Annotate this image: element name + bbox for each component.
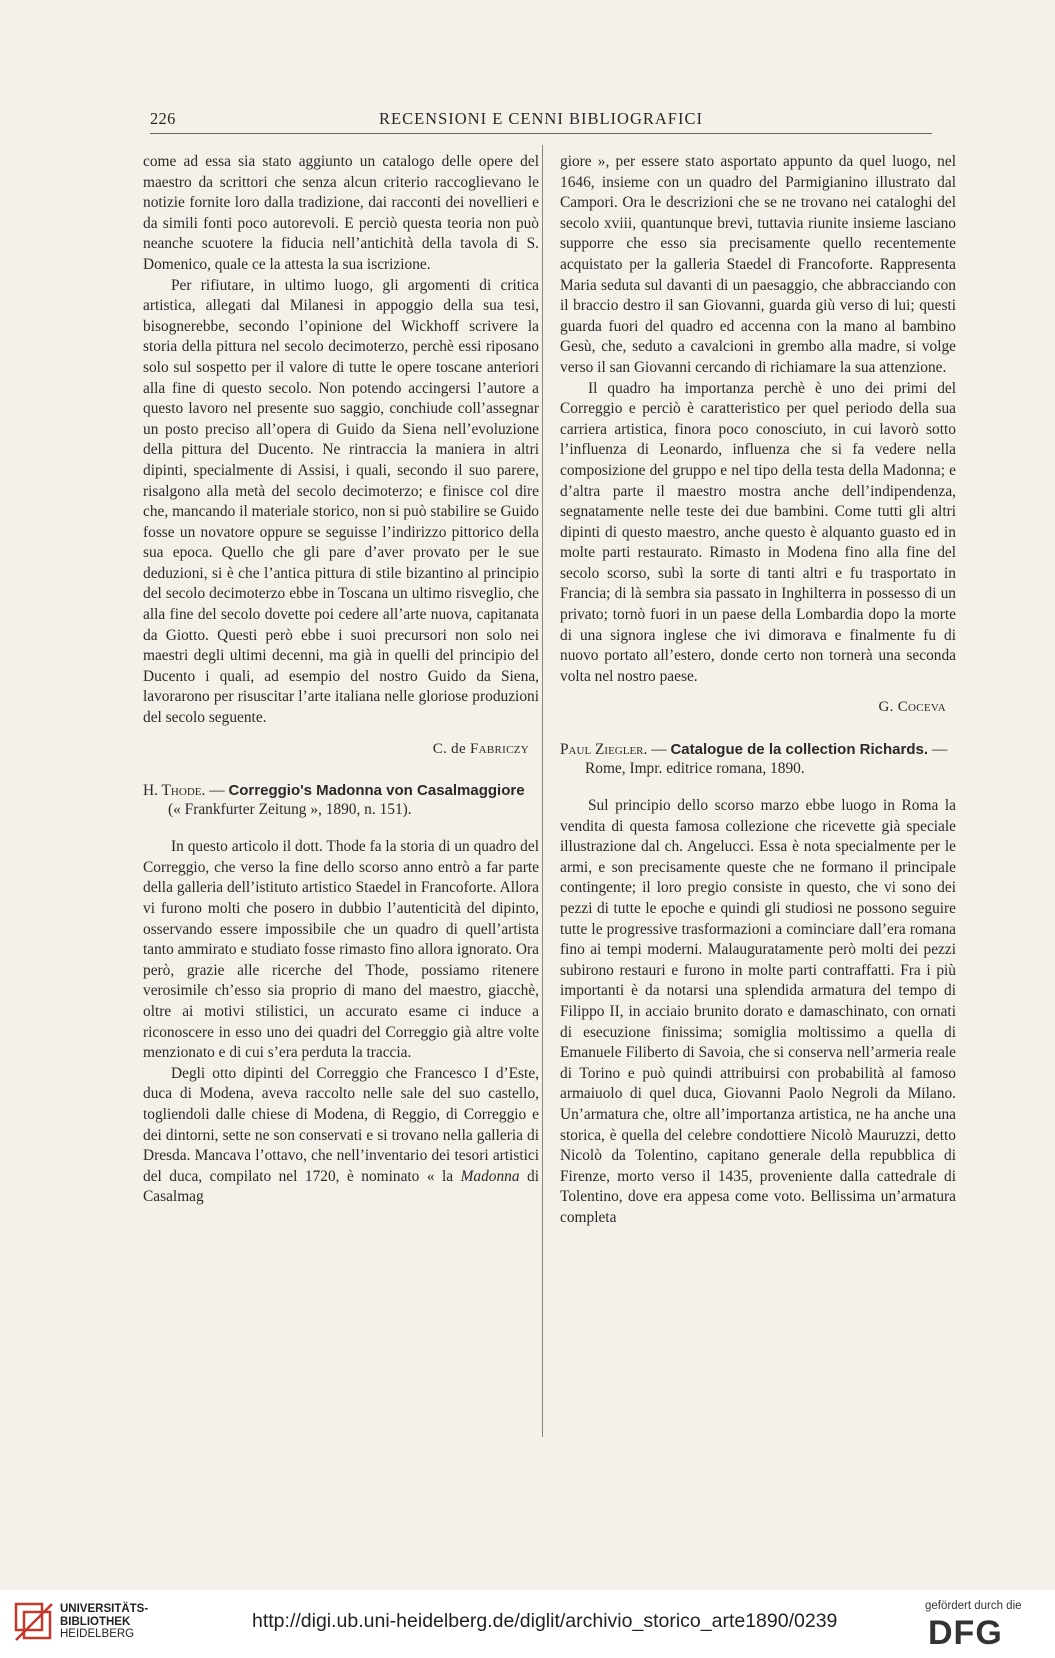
entry-source: (« Frankfurter Zeitung », 1890, n. 151). <box>168 801 412 819</box>
running-header <box>150 109 932 133</box>
entry-source: Rome, Impr. editrice romana, 1890. <box>585 760 805 778</box>
signature-name: Fabriczy <box>469 740 529 757</box>
header-rule <box>150 133 932 134</box>
paragraph-text: di Casalmag <box>143 1167 539 1206</box>
library-name-line: HEIDELBERG <box>60 1628 135 1640</box>
signature-name: Coceva <box>897 699 946 716</box>
entry-author: Paul Ziegler. <box>560 741 648 759</box>
entry-dash: — <box>647 741 671 759</box>
entry-author: H. Thode. <box>143 782 206 800</box>
signature-initial: C. de <box>432 740 470 757</box>
paragraph: Il quadro ha importanza perchè è uno dei primi del Correggio e perciò è caratteristico per quel periodo della sua carriera artistica, finora poco conosciuto, in cui lavorò sotto l’influenza di Leonardo, influenza che si fa vedere nella composizione del gruppo e nel tipo della testa della Madonna; e d’altra parte il maestro mostra anche dell’indipendenza, segnatamente nelle teste dei due bambini. Come tutti gli altri dipinti di questo maestro, anche questo è alquanto guasto ed in molte parti restaurato. Rimasto in Modena fino alla fine del secolo scorso, subì la sorte di tanti altri e fu trasportato in Francia; di là sembra sia passato in Inghilterra in possesso di un privato; tornò fuori in un paese della Lombardia dopo la morte di una signora inglese che ivi dimorava e finalmente fu di nuovo portato all’estero, donde certo non tornerà una seconda volta nel nostro paese. <box>560 379 956 685</box>
entry-dash: — <box>205 782 229 800</box>
permalink-url[interactable]: http://digi.ub.uni-heidelberg.de/diglit/archivio_storico_arte1890/0239 <box>252 1610 838 1632</box>
signature <box>560 697 946 718</box>
funded-by-label: gefördert durch die <box>925 1600 1022 1612</box>
library-name-line: BIBLIOTHEK <box>60 1615 131 1628</box>
column-rule <box>542 145 543 1437</box>
paragraph: In questo articolo il dott. Thode fa la storia di un quadro del Correggio, che verso la fine dello scorso anno entrò a far parte della galleria dell’istituto artistico Staedel in Francoforte. Allora vi furono molti che posero in dubbio l’autenticità del dipinto, osservando essere impossibile che un quadro di quell’artista tanto ammirato e studiato fosse rimasto fino allora ignorato. Ora però, grazie alle ricerche del Thode, possiamo ritenere verosimile ch’esso sia proprio di mano del maestro, giacchè, oltre ai motivi stilistici, un accurato esame ci induce a riconoscere in esso uno dei quadri del Correggio già altre volte menzionato e di cui s’era perduta la traccia. <box>143 838 539 1062</box>
emphasis: Madonna <box>460 1167 520 1185</box>
review-entry-heading <box>143 781 539 819</box>
entry-dash: — <box>928 741 948 759</box>
right-column <box>560 152 956 1229</box>
paragraph <box>143 1064 539 1208</box>
running-title: RECENSIONI E CENNI BIBLIOGRAFICI <box>379 109 703 128</box>
library-logo-icon <box>14 1602 54 1642</box>
page-number: 226 <box>150 109 176 128</box>
paragraph: come ad essa sia stato aggiunto un catalogo delle opere del maestro da scrittori che senza alcun criterio raccoglievano le notizie fornite loro dalla tradizione, dai racconti dei novellieri e da simili fonti poco autorevoli. E perciò questa teoria non può neanche scuotere la fiducia nell’antichità della tavola di S. Domenico, quale ce la attesta la sua iscrizione. <box>143 153 539 273</box>
paragraph: giore », per essere stato asportato appunto da quel luogo, nel 1646, insieme con un quadro del Parmigianino illustrato dal Campori. Ora le descrizioni che se ne trovano nei cataloghi del secolo xviii, quantunque brevi, tuttavia riunite insieme lasciano supporre che esso sia precisamente quello recentemente acquistato per la galleria Staedel di Francoforte. Rappresenta Maria seduta sul davanti di un paesaggio, che abbracciando con il braccio destro il san Giovanni, guarda giù verso di lui; questi guarda fuori del quadro ed accenna con la mano al bambino Gesù, che, seduto a cavalcioni in grembo alla madre, si volge verso il san Giovanni cercando di richiamare la sua attenzione. <box>560 153 956 376</box>
library-name <box>60 1603 148 1641</box>
paragraph: Per rifiutare, in ultimo luogo, gli argomenti di critica artistica, allegati dal Milanesi in appoggio della sua tesi, bisognerebbe, secondo l’opinione del Wickhoff scrivere la storia della pittura nel secolo decimoterzo, perchè essi riposano solo sul sospetto per il valore di tutte le opere toscane anteriori alla fine di questo secolo. Non potendo accingersi l’autore a questo lavoro nel presente suo saggio, conchiude coll’assegnar un posto preciso all’opera di Guido da Siena nell’evoluzione della pittura del Ducento. Ne rintraccia la maniera in altri dipinti, specialmente di Assisi, i quali, secondo il suo parere, risalgono alla metà del secolo decimoterzo; e finisce col dire che, mancando il materiale storico, non si può stabilire se Guido fosse un novatore oppure se seguisse l’indirizzo pittorico della sua epoca. Quello che gli pare d’aver provato per le sue deduzioni, si è che l’antica pittura di stile bizantino al principio del secolo decimoterzo ebbe in Toscana un ultimo risveglio, che alla fine del secolo dovette poi cedere all’arte nuova, capitanata da Giotto. Questi però ebbe i suoi precursori non solo nei maestri degli ultimi decenni, ma già in quelli del principio del Ducento i quali, ad esempio del nostro Guido da Siena, lavorarono per risuscitar l’arte italiana nelle gloriose produzioni del secolo seguente. <box>143 276 539 727</box>
paragraph: Sul principio dello scorso marzo ebbe luogo in Roma la vendita di questa famosa collezione che ricevette già speciale illustrazione dal ch. Angelucci. Essa è nota specialmente per le armi, e son precisamente queste che ne formano il principale contingente; il loro pregio consiste in questo, che vi sono dei pezzi di tutte le epoche e quindi gli studiosi ne possono seguire tutte le progressive trasformazioni a cominciare dall’era romana fino ai tempi moderni. Malauguratamente però molti dei pezzi subirono restauri e furono in molte parti contraffatti. Fra i più importanti è da notarsi una splendida armatura del tempo di Filippo II, in acciaio brunito dorato e damaschinato, con ornati di esecuzione finissima; somiglia moltissimo a quella di Emanuele Filiberto di Savoia, che si conserva nell’armeria reale di Torino e può quindi attribuirsi con probabilità al famoso armaiuolo di quel duca, Giovanni Paolo Negroli da Milano. Un’armatura che, oltre all’importanza artistica, ne ha anche una storica, è quella del celebre condottiere Nicolò Mauruzzi, detto Nicolò da Tolentino, capitano generale della repubblica di Firenze, morto verso il 1435, proveniente dalla cattedrale di Tolentino, dove era appesa come voto. Bellissima un’armatura completa <box>560 797 956 1226</box>
signature-initial: G. <box>878 699 898 716</box>
paragraph-text: Degli otto dipinti del Correggio che Francesco I d’Este, duca di Modena, aveva raccolto nelle sale del suo castello, togliendoli dalle chiese di Modena, di Reggio, di Correggio e dei dintorni, sette ne son conservati e si trovano nella galleria di Dresda. Mancava l’ottavo, che nell’inventario dei tesori artistici del duca, compilato nel 1720, è nominato « la <box>143 1064 539 1185</box>
entry-title: Correggio's Madonna von Casalmaggiore <box>228 782 525 800</box>
library-name-line: UNIVERSITÄTS- <box>60 1603 149 1615</box>
dfg-logo: DFG <box>928 1614 1003 1652</box>
left-column <box>143 152 539 1208</box>
review-entry-heading <box>560 740 956 778</box>
signature <box>143 739 529 760</box>
entry-title: Catalogue de la collection Richards. <box>670 741 929 759</box>
